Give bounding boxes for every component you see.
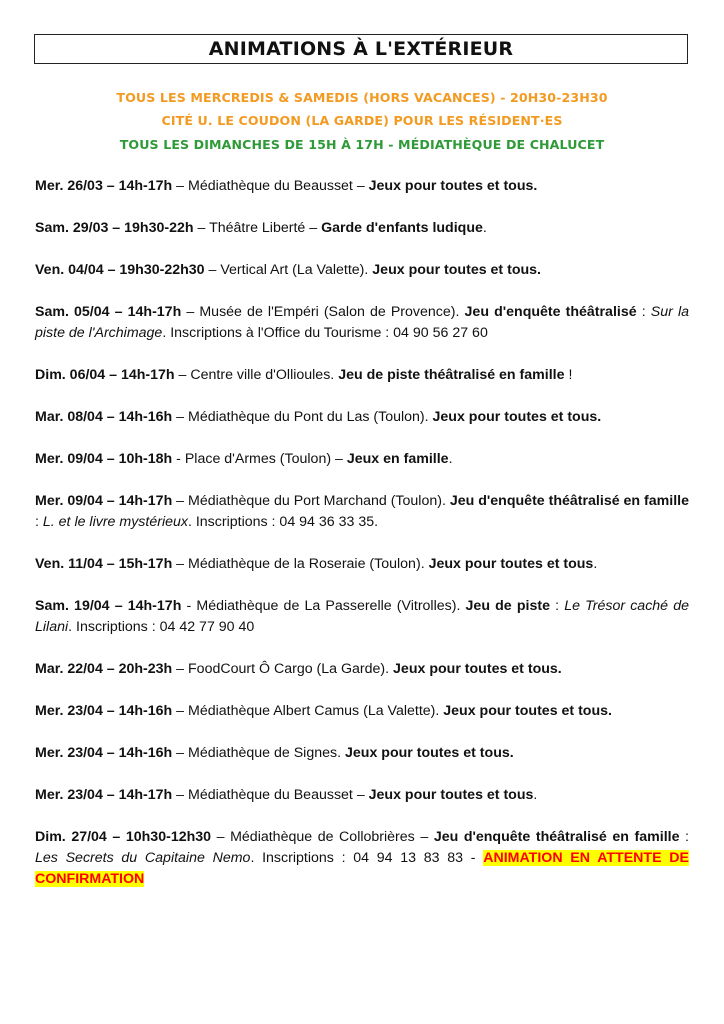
event-date: Sam. 29/03 – 19h30-22h [35, 220, 194, 236]
subtitle-line-1: TOUS LES MERCREDIS & SAMEDIS (HORS VACANCES) - 20H30-23H30 [116, 90, 608, 105]
subtitle-line-3: TOUS LES DIMANCHES DE 15H À 17H - MÉDIATHÈQUE DE CHALUCET [119, 137, 605, 152]
event-date: Ven. 04/04 – 19h30-22h30 [35, 262, 205, 278]
event-colon: : [636, 304, 651, 320]
event-colon: : [549, 598, 565, 614]
event-title: Sur la piste de l'Archimage [35, 304, 690, 341]
event-place: Médiathèque du Pont du Las (Toulon) [188, 409, 425, 425]
event-activity: Jeux pour toutes et tous [428, 556, 594, 572]
event-colon: : [35, 514, 43, 530]
event-separator: – [352, 178, 369, 194]
event-info: . Inscriptions à l'Office du Tourisme : 04 90 56 27 60 [162, 325, 488, 341]
event-separator: . [420, 556, 429, 572]
event-activity: Jeux pour toutes et tous. [372, 262, 541, 278]
event-separator: – [204, 262, 221, 278]
event-activity: Jeux pour toutes et tous [368, 787, 534, 803]
subtitle-line-2: CITÉ U. LE COUDON (LA GARDE) POUR LES RÉSIDENT·ES [161, 113, 563, 128]
event-date: Mar. 22/04 – 20h-23h [35, 661, 173, 677]
event-separator: – [352, 787, 369, 803]
event-place: Médiathèque de La Passerelle (Vitrolles) [196, 598, 457, 614]
event-place: Musée de l'Empéri (Salon de Provence) [199, 304, 456, 320]
event-place: Médiathèque du Port Marchand (Toulon) [188, 493, 442, 509]
event-end: . [593, 556, 598, 572]
event-date: Dim. 27/04 – 10h30-12h30 [35, 829, 212, 845]
event-separator: . [424, 409, 433, 425]
event-place: Médiathèque Albert Camus (La Valette) [188, 703, 436, 719]
event-separator: – [211, 829, 231, 845]
event-item [35, 785, 689, 806]
event-info: . Inscriptions : 04 94 36 33 35. [187, 514, 379, 530]
page-title: ANIMATIONS À L'EXTÉRIEUR [208, 38, 514, 60]
event-separator: . [456, 598, 466, 614]
event-list [35, 176, 689, 911]
event-title: Le Trésor caché de Lilani [35, 598, 689, 635]
event-warning: ANIMATION EN ATTENTE DE CONFIRMATION [35, 850, 689, 887]
event-date: Mer. 23/04 – 14h-17h [35, 787, 173, 803]
event-separator: – [414, 829, 434, 845]
event-separator: – [193, 220, 210, 236]
event-separator: – [181, 304, 200, 320]
event-place: Centre ville d'Ollioules [190, 367, 331, 383]
event-activity: Jeu d'enquête théâtralisé en famille [449, 493, 689, 509]
event-separator: . [455, 304, 465, 320]
event-activity: Jeux pour toutes et tous. [432, 409, 602, 425]
title-box [34, 34, 688, 64]
event-separator: – [172, 178, 189, 194]
event-title: L. et le livre mystérieux [42, 514, 188, 530]
event-item [35, 743, 689, 764]
event-info: . Inscriptions : 04 42 77 90 40 [68, 619, 255, 635]
event-date: Mer. 26/03 – 14h-17h [35, 178, 173, 194]
event-separator: – [174, 367, 191, 383]
event-activity: Jeux pour toutes et tous. [345, 745, 514, 761]
event-separator: . [435, 703, 444, 719]
event-end: ! [564, 367, 573, 383]
event-date: Sam. 05/04 – 14h-17h [35, 304, 182, 320]
event-activity: Jeu de piste théâtralisé en famille [338, 367, 565, 383]
event-info: . Inscriptions : 04 94 13 83 83 - [250, 850, 484, 866]
event-item [35, 659, 689, 680]
event-separator: – [172, 745, 189, 761]
event-place: Médiathèque du Beausset [188, 787, 353, 803]
event-place: Médiathèque de Signes [188, 745, 338, 761]
event-place: Médiathèque de Collobrières [230, 829, 415, 845]
event-item [35, 449, 689, 470]
event-activity: Jeux pour toutes et tous. [393, 661, 562, 677]
event-separator: . [364, 262, 373, 278]
event-date: Mer. 09/04 – 14h-17h [35, 493, 173, 509]
event-end: . [448, 451, 453, 467]
event-item [35, 827, 689, 890]
event-item [35, 365, 689, 386]
event-activity: Garde d'enfants ludique [321, 220, 483, 236]
event-item [35, 554, 689, 575]
event-separator: . [330, 367, 339, 383]
event-activity: Jeux pour toutes et tous. [443, 703, 612, 719]
event-place: Vertical Art (La Valette) [220, 262, 365, 278]
event-separator: . [385, 661, 394, 677]
event-separator: - [181, 598, 197, 614]
event-place: FoodCourt Ô Cargo (La Garde) [188, 661, 386, 677]
event-date: Sam. 19/04 – 14h-17h [35, 598, 182, 614]
event-separator: – [172, 661, 189, 677]
event-item [35, 176, 689, 197]
event-place: Médiathèque du Beausset [188, 178, 353, 194]
event-date: Mer. 23/04 – 14h-16h [35, 703, 173, 719]
event-separator: – [172, 703, 189, 719]
event-date: Ven. 11/04 – 15h-17h [35, 556, 173, 572]
event-place: Médiathèque de la Roseraie (Toulon) [188, 556, 421, 572]
event-end: . [482, 220, 487, 236]
event-date: Mar. 08/04 – 14h-16h [35, 409, 173, 425]
event-separator: - [172, 451, 185, 467]
event-separator: – [331, 451, 347, 467]
event-activity: Jeux en famille [346, 451, 449, 467]
event-place: Théâtre Liberté [209, 220, 306, 236]
event-colon: : [679, 829, 689, 845]
event-item [35, 218, 689, 239]
event-separator: – [172, 409, 189, 425]
event-date: Mer. 23/04 – 14h-16h [35, 745, 173, 761]
event-separator: – [305, 220, 322, 236]
event-date: Mer. 09/04 – 10h-18h [35, 451, 173, 467]
event-separator: – [172, 493, 189, 509]
event-separator: – [172, 556, 189, 572]
event-item [35, 701, 689, 722]
event-item [35, 302, 689, 344]
event-item [35, 596, 689, 638]
event-end: . [533, 787, 538, 803]
event-item [35, 491, 689, 533]
event-date: Dim. 06/04 – 14h-17h [35, 367, 175, 383]
event-activity: Jeu d'enquête théâtralisé [464, 304, 637, 320]
event-separator: – [172, 787, 189, 803]
event-activity: Jeux pour toutes et tous. [368, 178, 538, 194]
event-activity: Jeu de piste [465, 598, 550, 614]
event-activity: Jeu d'enquête théâtralisé en famille [433, 829, 680, 845]
event-item [35, 260, 689, 281]
event-title: Les Secrets du Capitaine Nemo [35, 850, 251, 866]
event-separator: . [337, 745, 345, 761]
event-place: Place d'Armes (Toulon) [184, 451, 332, 467]
event-separator: . [441, 493, 450, 509]
event-item [35, 407, 689, 428]
